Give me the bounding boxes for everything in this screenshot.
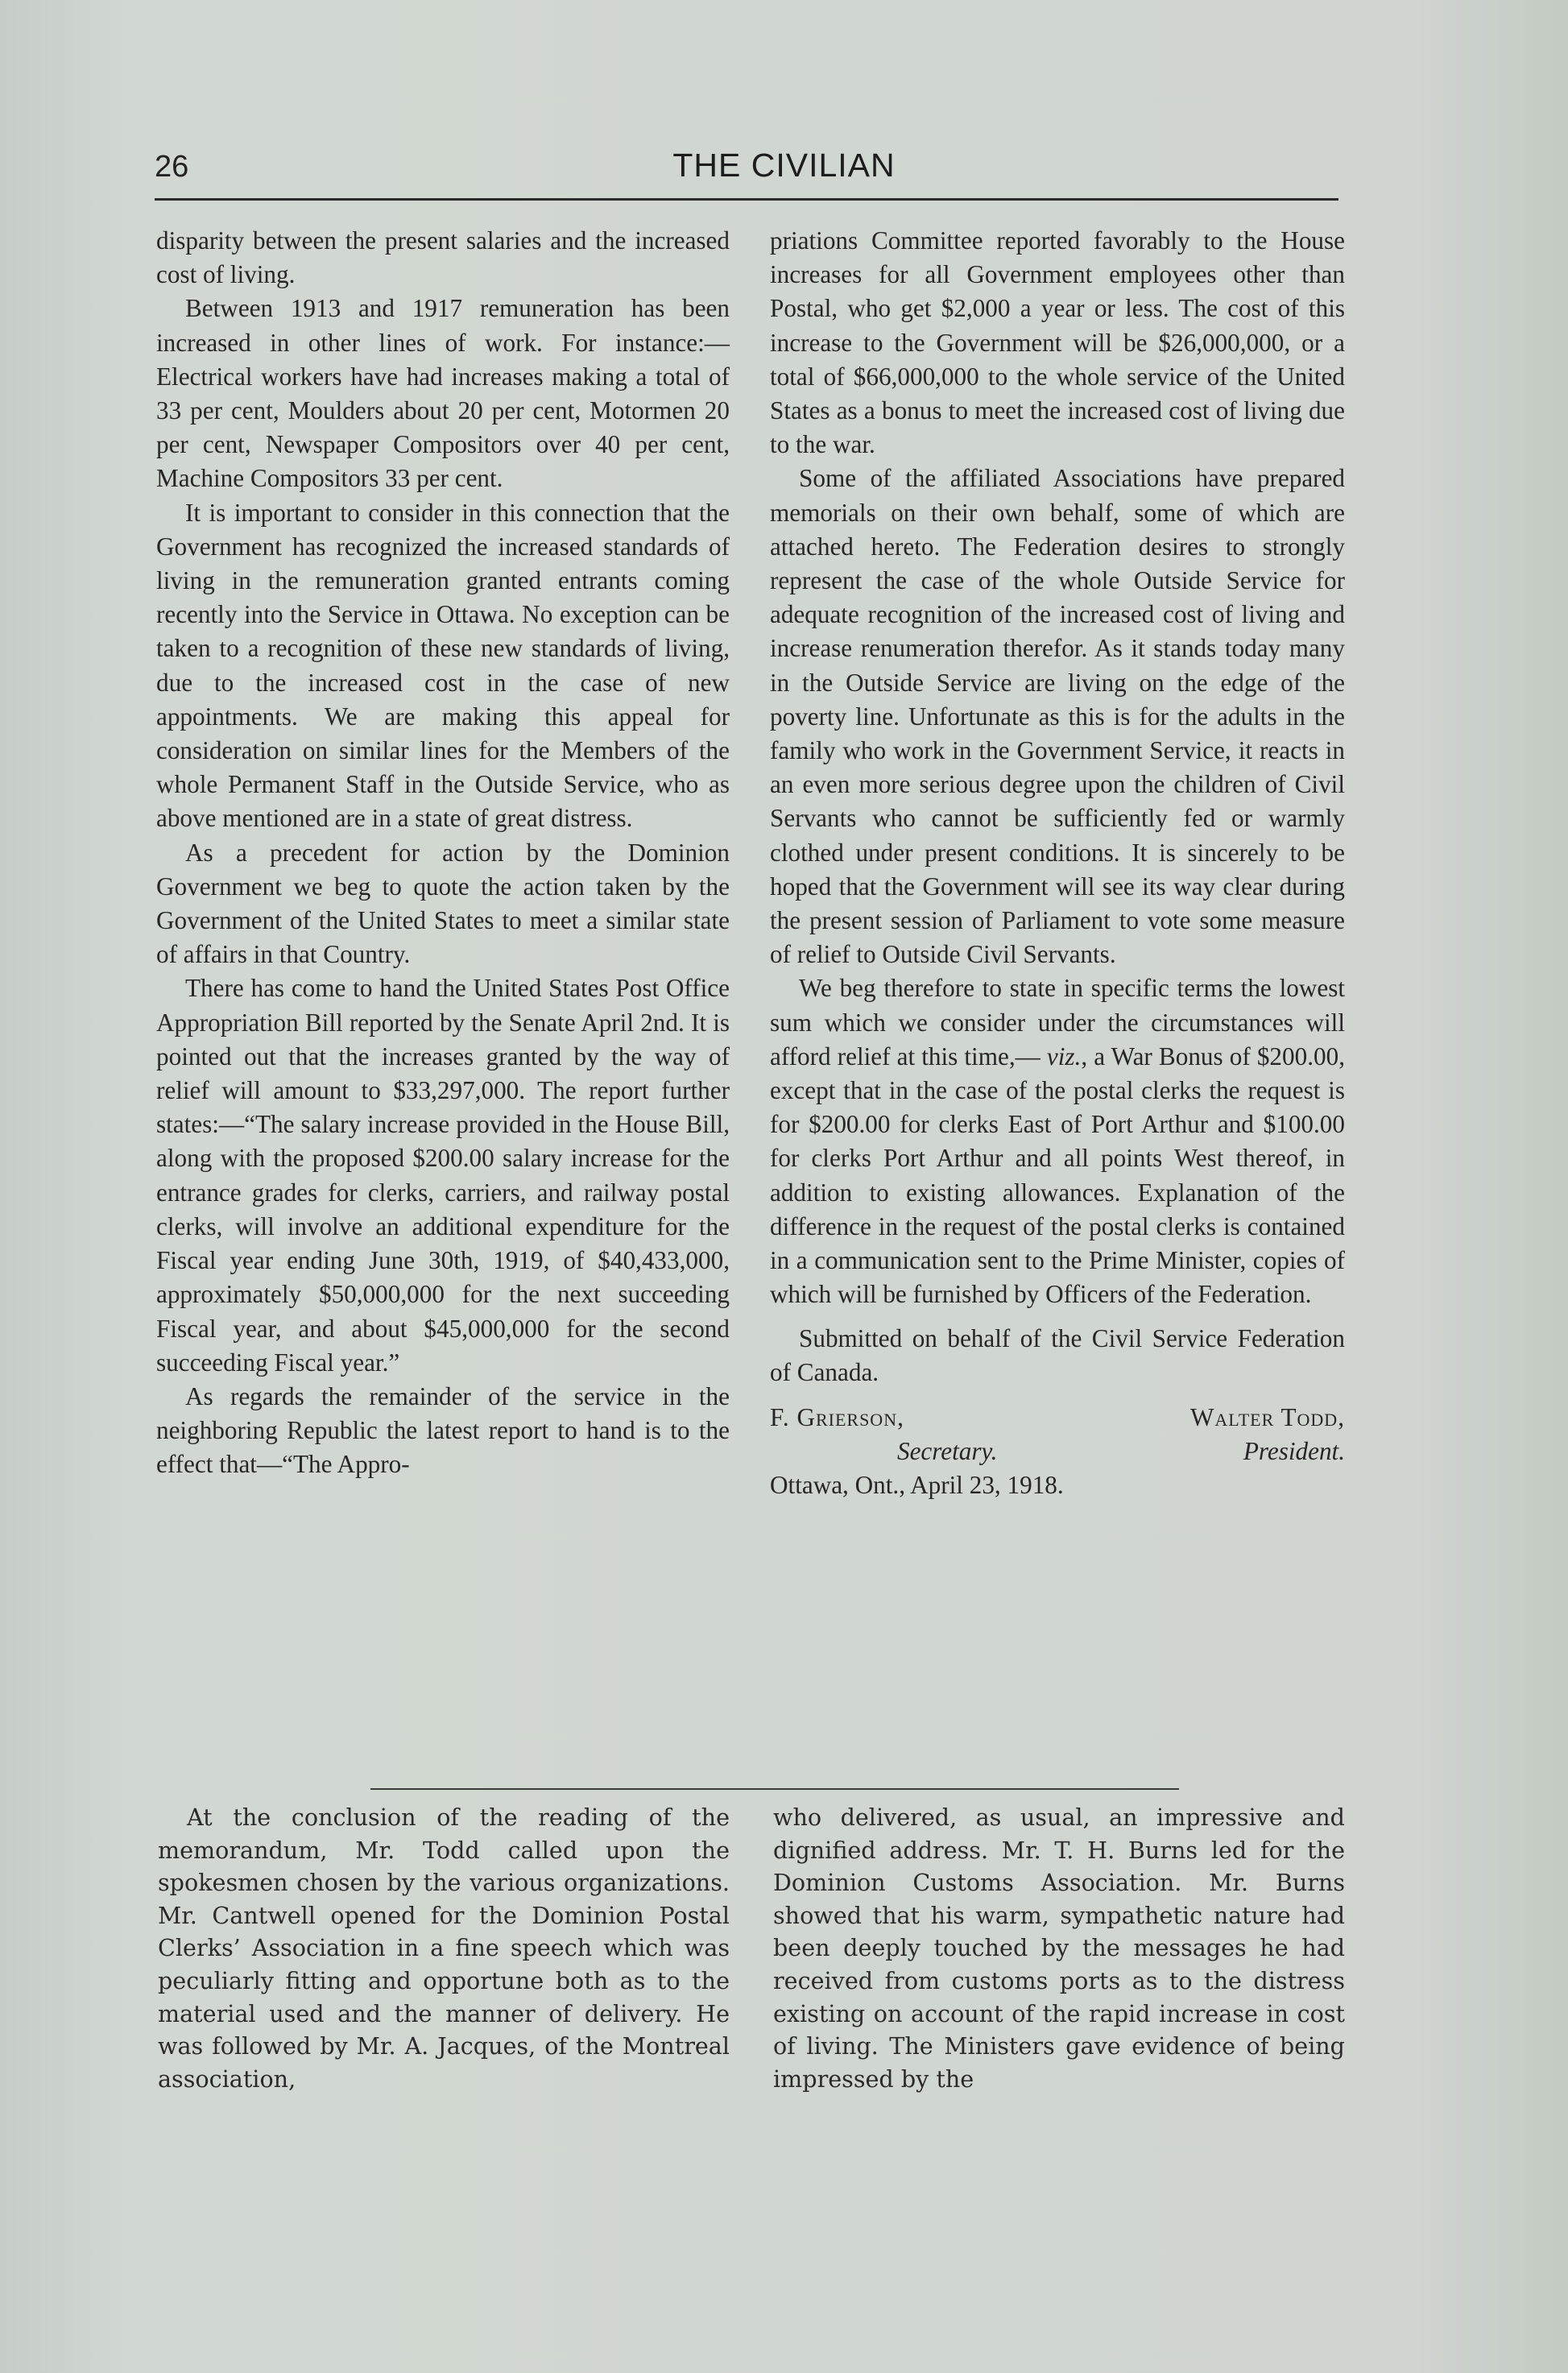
signatures [770,1401,1345,1468]
running-title: THE CIVILIAN [672,147,896,184]
paragraph: disparity between the present salaries and the increased cost of living. [156,226,730,289]
page-number: 26 [155,150,189,184]
dateline: Ottawa, Ont., April 23, 1918. [770,1471,1064,1500]
paragraph: Between 1913 and 1917 remuneration has been increased in other lines of work. For instance:—Electrical workers have had increases making a total of 33 per cent, Moulders about 20 per cent, Motormen 20 per cent, Newspaper Compositors over 40 per cent, Machine Compositors 33 per cent. [156,294,730,493]
submitted-line: Submitted on behalf of the Civil Service Federation of Canada. [770,1323,1345,1386]
specific-terms-rest: , a War Bonus of $200.00, except that in the case of the postal clerks the request is for $200.00 for clerks East of Port Arthur and $100.00 for clerks Port Arthur and all points West thereof, in addition to existing allowances. Explanation of the difference in the request of the postal clerks is contained in a communication sent to the Prime Minister, copies of which will be furnished by Officers of the Federation. [770,1042,1345,1309]
paragraph: who delivered, as usual, an impressive and dignified address. Mr. T. H. Burns led for the Dominion Customs Association. Mr. Burns showed that his warm, sympathetic nature had been deeply touched by the messages he had received from customs ports as to the distress existing on account of the rapid increase in cost of living. The Ministers gave evidence of being impressed by the [773,1804,1345,2093]
specific-terms-paragraph [770,971,1345,1311]
specific-terms-lead: We beg therefore to state in specific terms the lowest sum which we consider under the circumstances will afford relief at this time,— [770,974,1345,1071]
paragraph: As a precedent for action by the Dominion Government we beg to quote the action taken by the Government of the United States to meet a similar state of affairs in that Country. [156,838,730,969]
president-name: Walter Todd, [1189,1402,1345,1431]
memorial-left-column [156,224,730,1482]
paragraph: There has come to hand the United States Post Office Appropriation Bill reported by the Senate April 2nd. It is pointed out that the increases granted by the way of relief will amount to $33,297,000. The report further states:—“The salary increase provided in the House Bill, along with the proposed $200.00 salary increase for the entrance grades for clerks, carriers, and railway postal clerks, will involve an additional expenditure for the Fiscal year ending June 30th, 1919, of $40,433,000, approximately $50,000,000 for the next succeeding Fiscal year, and about $45,000,000 for the second succeeding Fiscal year.” [156,974,730,1377]
secretary-name: F. Grierson, [770,1402,904,1431]
paragraph: priations Committee reported favorably to the House increases for all Government employees other than Postal, who get $2,000 a year or less. The cost of this increase to the Government will be $26,000,000, or a total of $66,000,000 to the whole service of the United States as a bonus to meet the increased cost of living due to the war. [770,226,1345,459]
secretary-title: Secretary. [897,1437,998,1466]
paragraph: As regards the remainder of the service in the neighboring Republic the latest report to hand is to the effect that—“The Appro- [156,1381,730,1479]
paragraph: At the conclusion of the reading of the memorandum, Mr. Todd called upon the spokesmen chosen by the various organizations. Mr. Cantwell opened for the Dominion Postal Clerks’ Association in a fine speech which was peculiarly fitting and opportune both as to the material used and the manner of delivery. He was followed by Mr. A. Jacques, of the Montreal association, [158,1804,730,2093]
president-title: President. [1243,1437,1345,1466]
header-rule [155,198,1338,201]
president-signature [1190,1401,1345,1468]
paragraph: It is important to consider in this connection that the Government has recognized the increased standards of living in the remuneration granted entrants coming recently into the Service in Ottawa. No exception can be taken to a recognition of these new standards of living, due to the increased cost in the case of new appointments. We are making this appeal for consideration on similar lines for the Members of the whole Permanent Staff in the Outside Service, who as above mentioned are in a state of great distress. [156,498,730,833]
viz-abbreviation: viz. [1046,1042,1082,1071]
report-right-column [773,1801,1345,2095]
report-left-column [158,1801,730,2095]
memorial-right-column [770,224,1345,1503]
secretary-signature [770,1401,997,1468]
section-rule [370,1788,1179,1790]
paragraph: Some of the affiliated Associations have prepared memorials on their own behalf, some of which are attached hereto. The Federation desires to strongly represent the case of the whole Outside Service for adequate recognition of the increased cost of living and increase renumeration therefor. As it stands today many in the Outside Service are living on the edge of the poverty line. Unfortunate as this is for the adults in the family who work in the Government Service, it reacts in an even more serious degree upon the children of Civil Servants who cannot be sufficiently fed or warmly clothed under present conditions. It is sincerely to be hoped that the Government will see its way clear during the present session of Parliament to vote some measure of relief to Outside Civil Servants. [770,464,1345,969]
